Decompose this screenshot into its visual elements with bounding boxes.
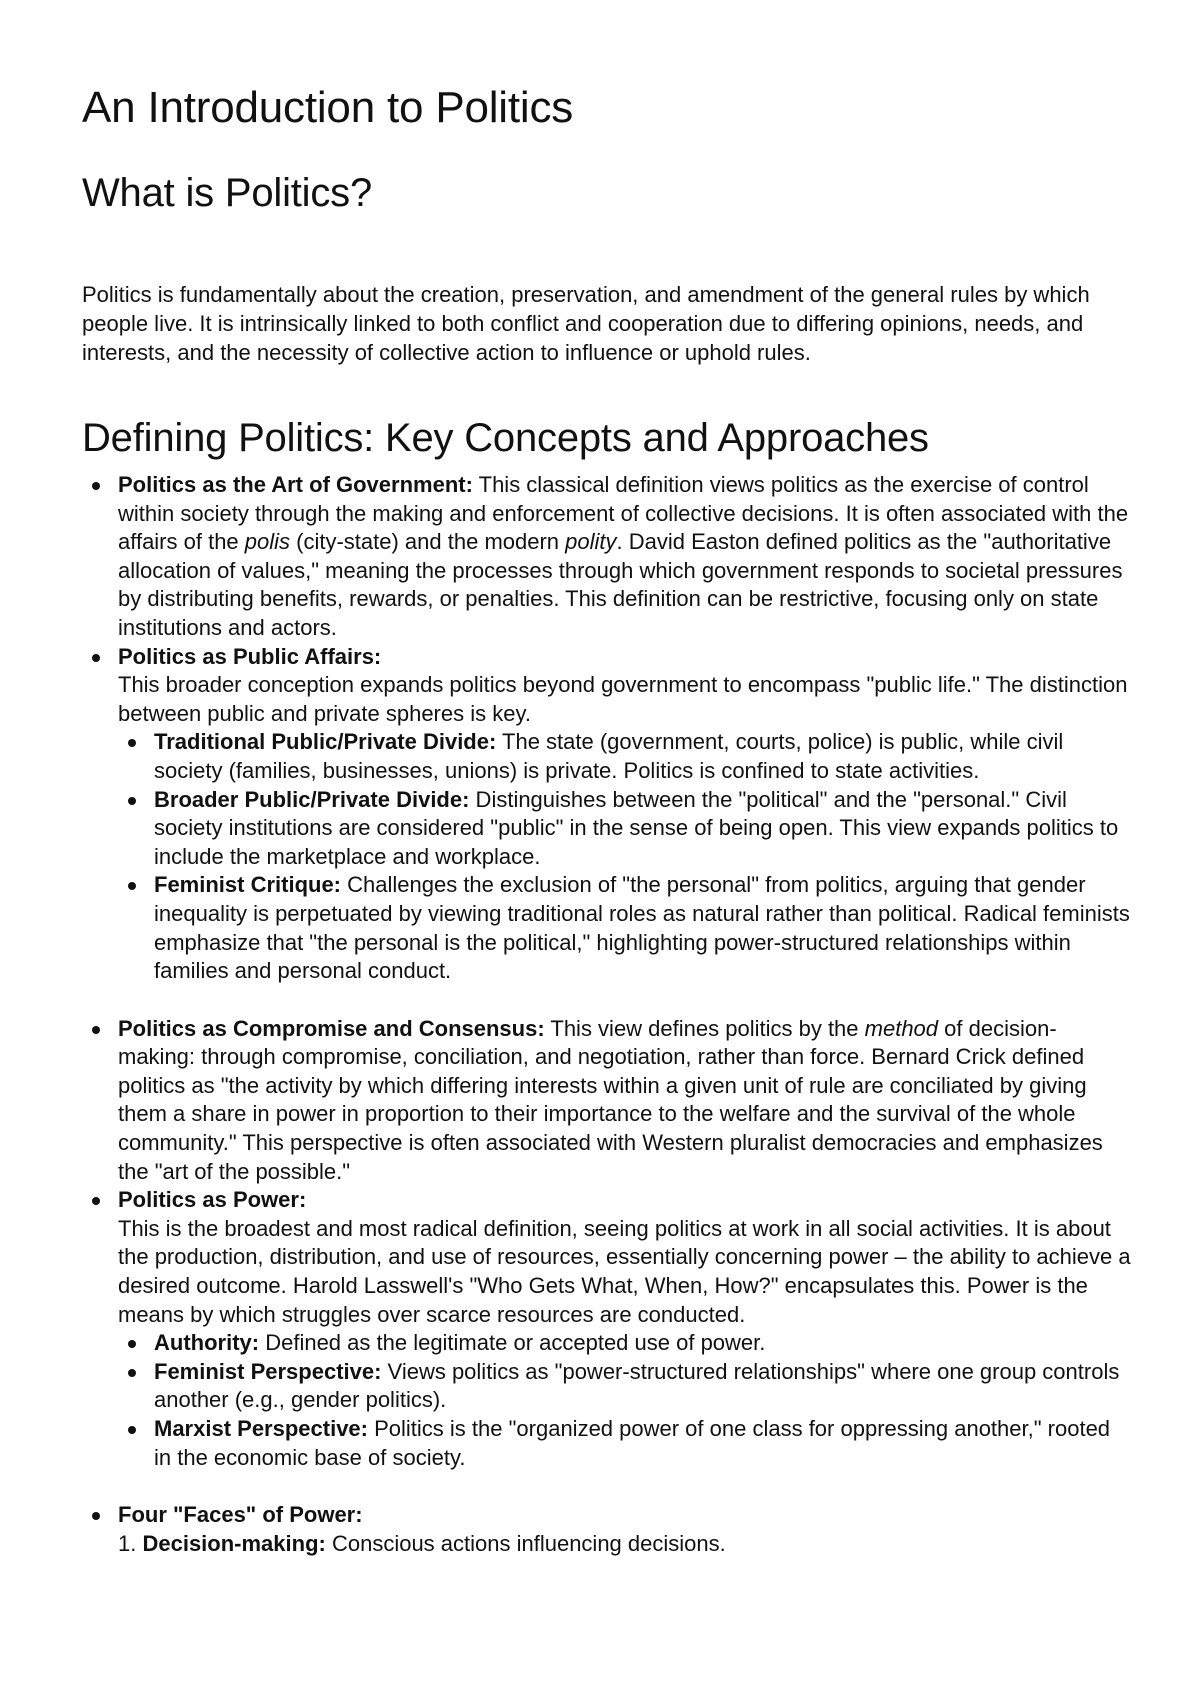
- term-marxist-perspective: Marxist Perspective:: [154, 1416, 368, 1441]
- document-page: [82, 78, 1132, 1558]
- body-text: Politics is the "organized power of one class for oppressing another," rooted in the economic base of society.: [154, 1416, 1111, 1470]
- section-heading-what-is-politics: What is Politics?: [82, 171, 373, 215]
- body-text: (city-state) and the modern: [290, 529, 566, 555]
- term-method: method: [864, 1015, 939, 1041]
- term-feminist-critique: Feminist Critique:: [154, 872, 342, 898]
- list-item-power: [82, 1186, 1132, 1472]
- list-item-compromise: [82, 1015, 1132, 1187]
- term-polity: polity: [565, 529, 617, 555]
- item-number: 1.: [118, 1530, 143, 1556]
- list-item-traditional-divide: [118, 728, 1132, 785]
- term-traditional-divide: Traditional Public/Private Divide:: [154, 729, 497, 755]
- body-text: Views politics as "power-structured relationships" where one group controls another (e.g., gender politics).: [154, 1358, 1120, 1413]
- list-item-feminist-critique: [118, 871, 1132, 985]
- body-text: This classical definition views politics as the exercise of control within society through the making and enforcement of collective decisions. It is often associated with the affairs of the: [118, 472, 1129, 555]
- term-broader-divide: Broader Public/Private Divide:: [154, 786, 470, 812]
- term-art-of-government: Politics as the Art of Government:: [118, 472, 473, 497]
- intro-paragraph: Politics is fundamentally about the creation, preservation, and amendment of the general rules by which people live. It is intrinsically linked to both conflict and cooperation due to differing opinions, needs, and interests, and the necessity of collective action to influence or uphold rules.: [82, 282, 1090, 365]
- list-item-public-affairs: [82, 643, 1132, 986]
- list-item-art-of-government: [82, 471, 1132, 643]
- term-authority: Authority:: [154, 1330, 260, 1356]
- numbered-item-decision-making: [118, 1530, 1132, 1559]
- section-heading-defining-politics: Defining Politics: Key Concepts and Approaches: [82, 416, 929, 460]
- body-text: . David Easton defined politics as the "authoritative allocation of values," meaning the processes through which government responds to societal pressures by distributing benefits, rewards, or penalties. This definition can be restrictive, focusing only on state institutions and actors.: [118, 529, 1123, 640]
- term-public-affairs: Politics as Public Affairs:: [118, 643, 382, 669]
- body-text: The state (government, courts, police) is public, while civil society (families, businesses, unions) is private. Politics is confined to state activities.: [154, 729, 1064, 783]
- list-item-authority: [118, 1329, 1132, 1358]
- term-feminist-perspective: Feminist Perspective:: [154, 1358, 382, 1384]
- body-text: This is the broadest and most radical definition, seeing politics at work in all social activities. It is about the production, distribution, and use of resources, essentially concerning power – the ability to achieve a desired outcome. Harold Lasswell's "Who Gets What, When, How?" encapsulates this. Power is the means by which struggles over scarce resources are conducted.: [118, 1215, 1131, 1327]
- body-text: This view defines politics by the: [544, 1015, 865, 1041]
- body-text: Conscious actions influencing decisions.: [325, 1530, 726, 1556]
- body-text: of decision-making: through compromise, conciliation, and negotiation, rather than force. Bernard Crick defined politics as "the activity by which differing interests within a given unit of rule are conciliated by giving them a share in power in proportion to their importance to the welfare and the survival of the whole community." This perspective is often associated with Western pluralist democracies and emphasizes the "art of the possible.": [118, 1015, 1103, 1184]
- body-text: Challenges the exclusion of "the personal" from politics, arguing that gender inequality is perpetuated by viewing traditional roles as natural rather than political. Radical feminists emphasize that "the personal is the political," highlighting power-structured relationships within families and personal conduct.: [154, 872, 1130, 984]
- term-compromise: Politics as Compromise and Consensus:: [118, 1015, 545, 1041]
- public-private-sublist: [118, 728, 1132, 985]
- term-decision-making: Decision-making:: [142, 1530, 326, 1556]
- list-item-feminist-perspective: [118, 1358, 1132, 1415]
- term-power: Politics as Power:: [118, 1187, 307, 1213]
- definitions-list: [82, 471, 1132, 1558]
- document-title: An Introduction to Politics: [82, 83, 574, 132]
- body-text: Defined as the legitimate or accepted use of power.: [259, 1330, 766, 1356]
- term-polis: polis: [244, 529, 291, 555]
- body-text: Distinguishes between the "political" and the "personal." Civil society institutions are considered "public" in the sense of being open. This view expands politics to include the marketplace and workplace.: [154, 786, 1119, 869]
- list-item-broader-divide: [118, 786, 1132, 872]
- body-text: This broader conception expands politics beyond government to encompass "public life." The distinction between public and private spheres is key.: [118, 672, 1128, 726]
- term-four-faces: Four "Faces" of Power:: [118, 1502, 363, 1528]
- list-item-marxist-perspective: [118, 1415, 1132, 1472]
- power-sublist: [118, 1329, 1132, 1472]
- list-item-four-faces: [82, 1501, 1132, 1558]
